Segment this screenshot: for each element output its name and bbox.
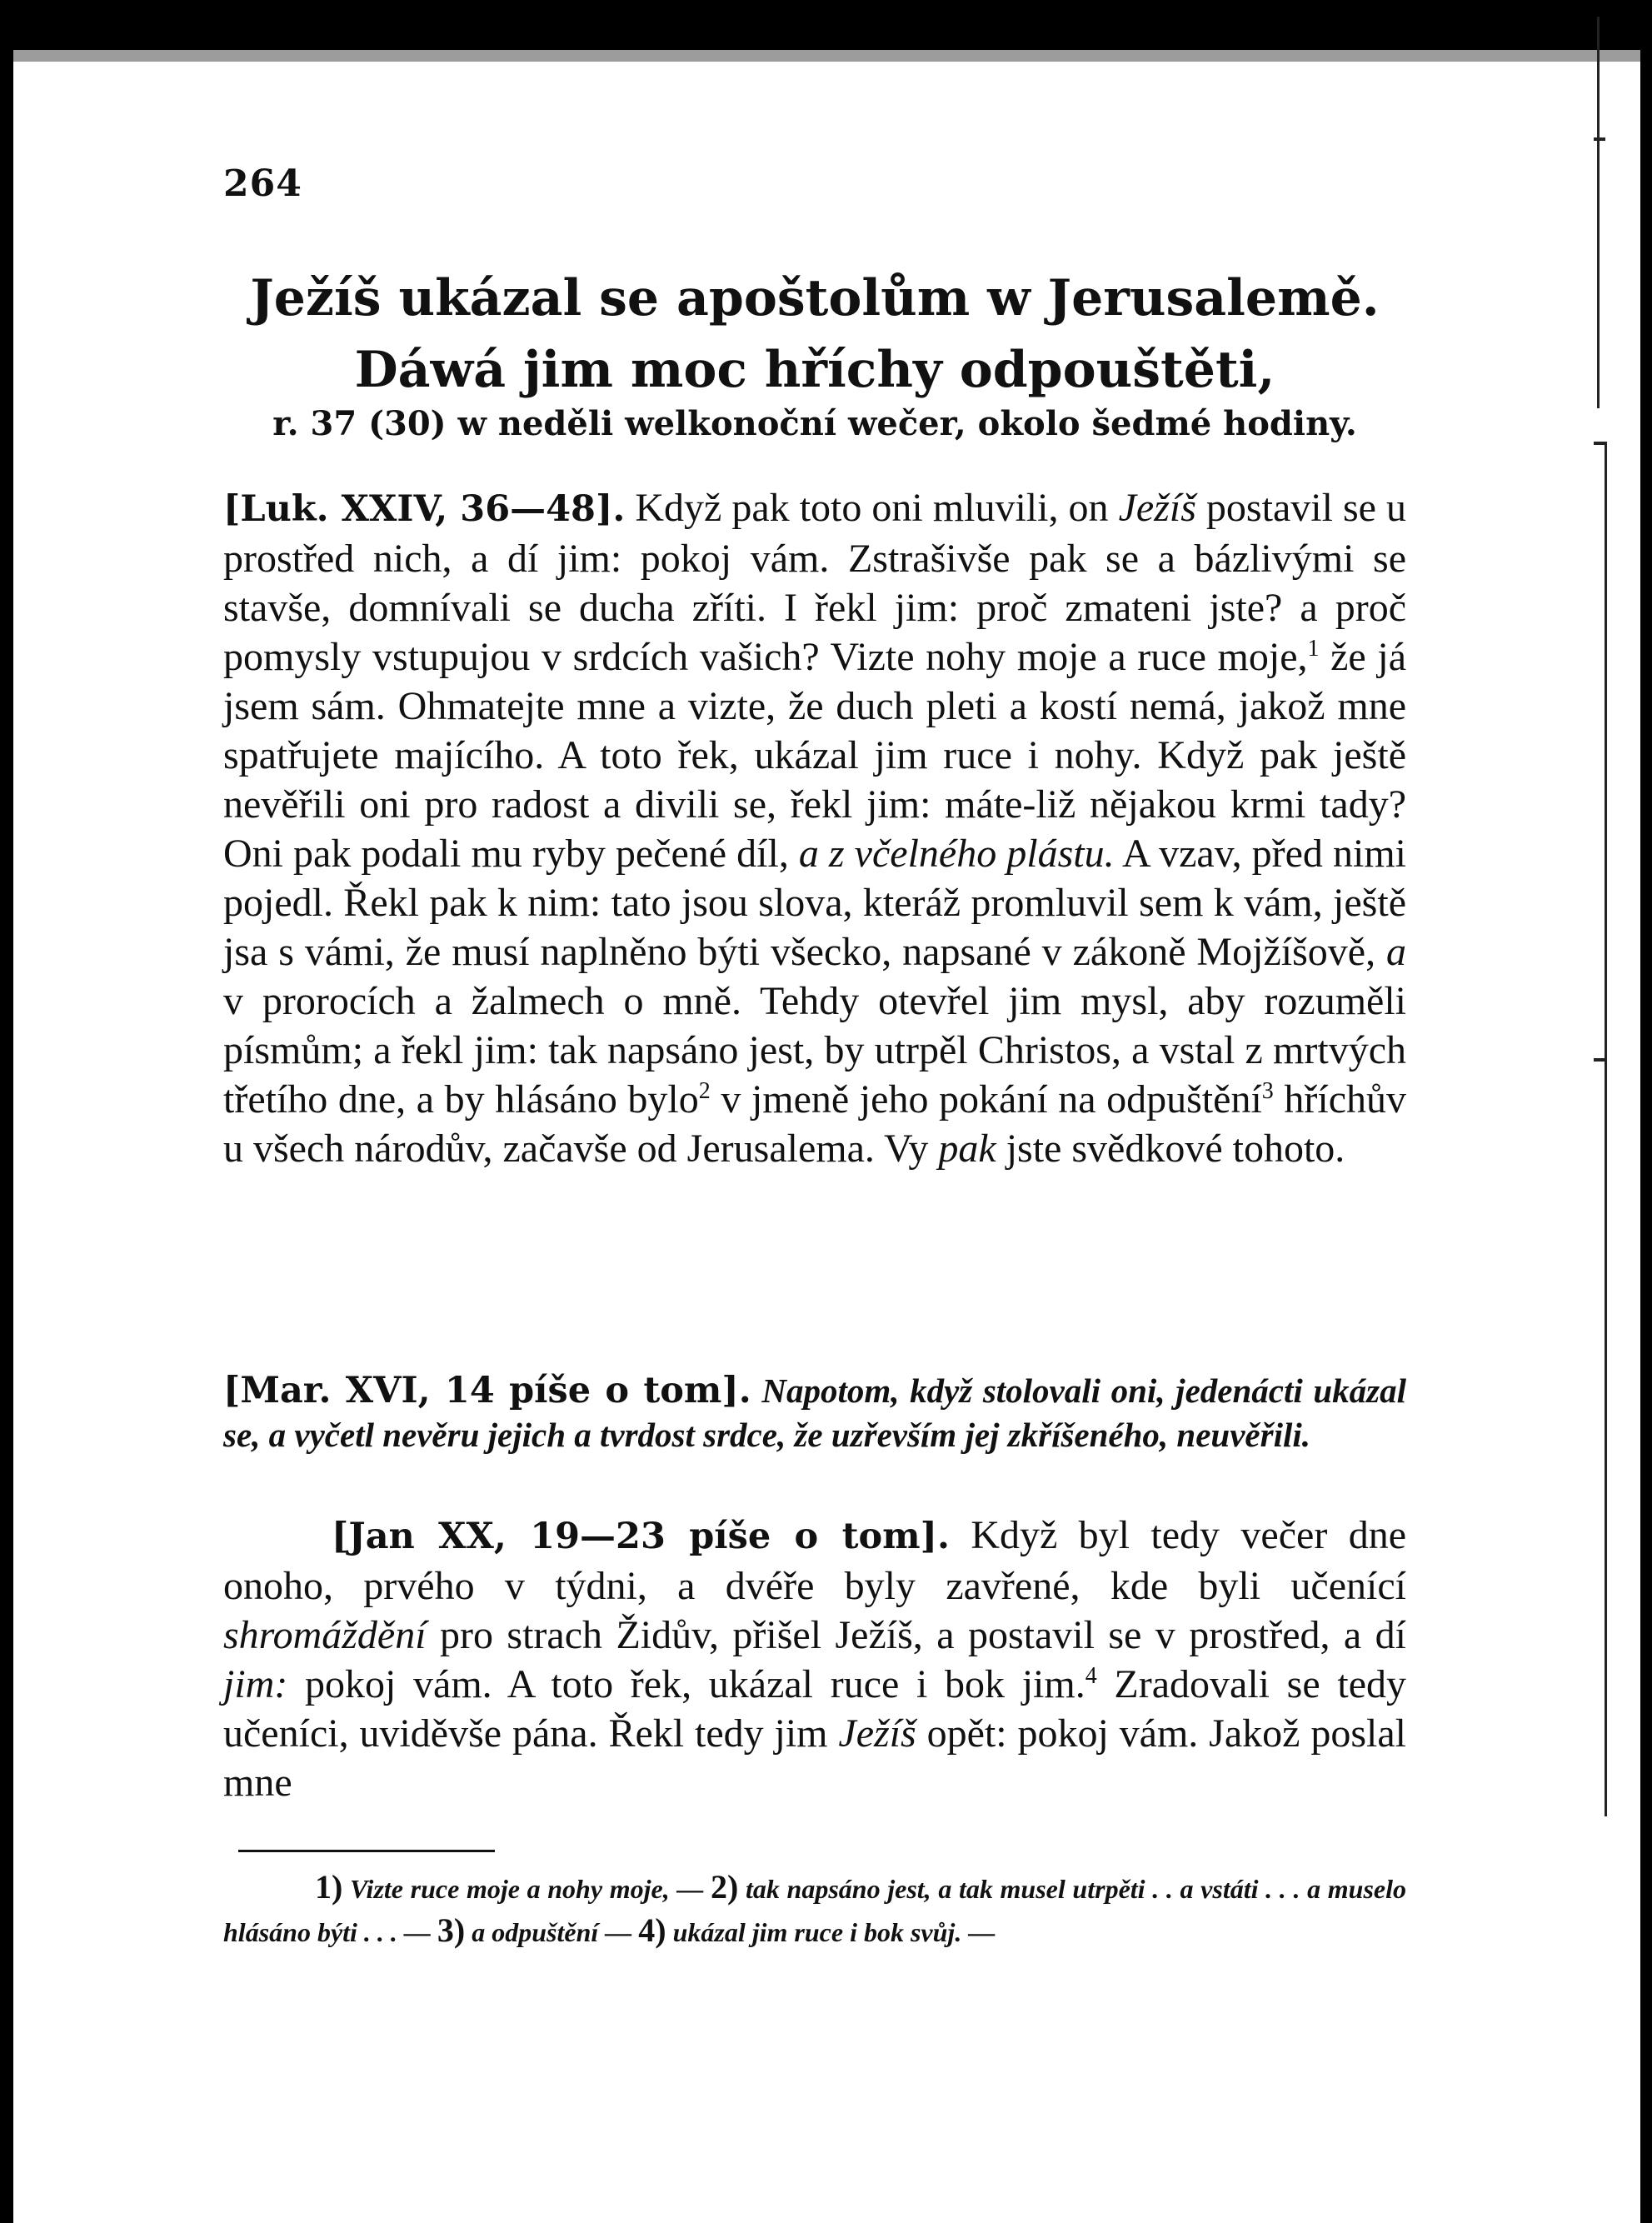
footnote-number: 4) xyxy=(638,1911,666,1949)
footnote-number: 1) xyxy=(315,1868,343,1906)
page-number: 264 xyxy=(223,162,302,205)
passage-text: že já jsem sám. Ohmatejte mne a vizte, že duch pleti a kostí nemá, jakož mne spatřujete majícího. A toto řek, ukázal jim ruce i nohy. Když pak ještě nevěřili oni pro radost a divili se, řekl jim: máte-liž nějakou krmi tady? Oni pak podali mu ryby pečené díl, xyxy=(223,635,1406,876)
passage-text: v jmeně jeho pokání na odpuštění xyxy=(710,1077,1262,1121)
passage-text: opět: pokoj vám. Jakož poslal mne xyxy=(223,1711,1407,1805)
passage-mark xyxy=(223,1369,1406,1457)
scan-border-right xyxy=(1640,0,1652,2223)
footnote-marker: 4 xyxy=(1085,1663,1097,1689)
scan-border-top xyxy=(0,0,1652,50)
scan-border-shadow xyxy=(0,50,1652,62)
passage-text: A vzav, před nimi pojedl. Řekl pak k nim: tato jsou slova, kteráž promluvil sem k vám, ještě jsa s vámi, že musí naplněno býti všecko, napsané v zákoně Mojžíšově, xyxy=(223,832,1406,974)
footnote-marker: 1 xyxy=(1307,636,1320,662)
scan-border-left xyxy=(0,0,13,2223)
page-edge-tick xyxy=(1594,137,1605,141)
footnote-number: 2) xyxy=(711,1868,739,1906)
passage-text: Když byl tedy večer dne onoho, prvého v týdni, a dvéře byly zavřené, kde byli učenící xyxy=(223,1513,1406,1608)
footnote-text: Vizte ruce moje a nohy moje, — xyxy=(342,1874,711,1904)
scripture-reference: [Mar. XVI, 14 píše o tom]. xyxy=(223,1370,751,1411)
passage-italic: a xyxy=(1386,930,1406,974)
time-note: r. 37 (30) w neděli welkonoční wečer, okolo šedmé hodiny. xyxy=(272,404,1357,443)
passage-text: Napotom, když stolovali oni, jedenácti ukázal se, a vyčetl nevěru jejich a tvrdost srdce, že uzřevším jej zkříšeného, neuvěřili. xyxy=(223,1371,1406,1454)
footnote-number: 3) xyxy=(437,1911,466,1949)
footnote-marker: 2 xyxy=(698,1078,711,1104)
passage-text: jste svědkové tohoto. xyxy=(996,1126,1345,1171)
passage-text: Když pak toto oni mluvili, on xyxy=(625,486,1119,530)
passage-text: hříchův u všech národův, začavše od Jerusalema. Vy xyxy=(223,1077,1407,1171)
page-edge-tick xyxy=(1594,442,1605,445)
passage-italic: a z včelného plástu. xyxy=(798,832,1115,876)
passage-text: postavil se u prostřed nich, a dí jim: pokoj vám. Zstrašivše pak se a bázlivými se stavše, domnívali se ducha zříti. I řekl jim: proč zmateni jste? a proč pomysly vstupujou v srdcích vašich? Vizte nohy moje a ruce moje, xyxy=(223,486,1407,679)
passage-text: pokoj vám. A toto řek, ukázal ruce i bok jim. xyxy=(287,1662,1086,1706)
page-edge-line xyxy=(1597,17,1600,408)
footnote-text: ukázal jim ruce i bok svůj. — xyxy=(666,1917,996,1947)
page-edge-tick xyxy=(1594,1058,1605,1062)
passage-text: Zradovali se tedy učeníci, uviděvše pána. Řekl tedy jim xyxy=(223,1662,1406,1756)
footnotes xyxy=(223,1866,1406,1953)
passage-italic: shromáždění xyxy=(223,1613,427,1657)
passage-italic: pak xyxy=(938,1126,996,1171)
passage-john xyxy=(223,1511,1406,1807)
passage-italic: jim: xyxy=(223,1662,288,1706)
passage-text: pro strach Židův, přišel Ježíš, a postavil se v prostřed, a dí xyxy=(426,1613,1406,1657)
passage-italic: Ježíš xyxy=(838,1711,916,1756)
footnote-rule xyxy=(238,1850,495,1852)
footnote-text: tak napsáno jest, a tak musel utrpěti . . a vstáti . . . a muselo hlásáno býti . . . — xyxy=(223,1874,1407,1947)
scripture-reference: [Jan XX, 19—23 píše o tom]. xyxy=(332,1516,950,1557)
scripture-reference: [Luk. XXIV, 36—48]. xyxy=(223,488,626,530)
chapter-title: Ježíš ukázal se apoštolům w Jerusalemě. Dáwá jim moc hříchy odpouštěti, xyxy=(250,269,1380,399)
passage-text: v prorocích a žalmech o mně. Tehdy otevřel jim mysl, aby rozuměli písmům; a řekl jim: tak napsáno jest, by utrpěl Christos, a vstal z mrtvých třetího dne, a by hlásáno bylo xyxy=(223,979,1406,1121)
footnote-text: a odpuštění — xyxy=(465,1917,639,1947)
footnote-marker: 3 xyxy=(1261,1078,1274,1104)
passage-italic: Ježíš xyxy=(1118,486,1196,530)
passage-luke xyxy=(223,483,1406,1173)
page-edge-line xyxy=(1605,442,1607,1816)
